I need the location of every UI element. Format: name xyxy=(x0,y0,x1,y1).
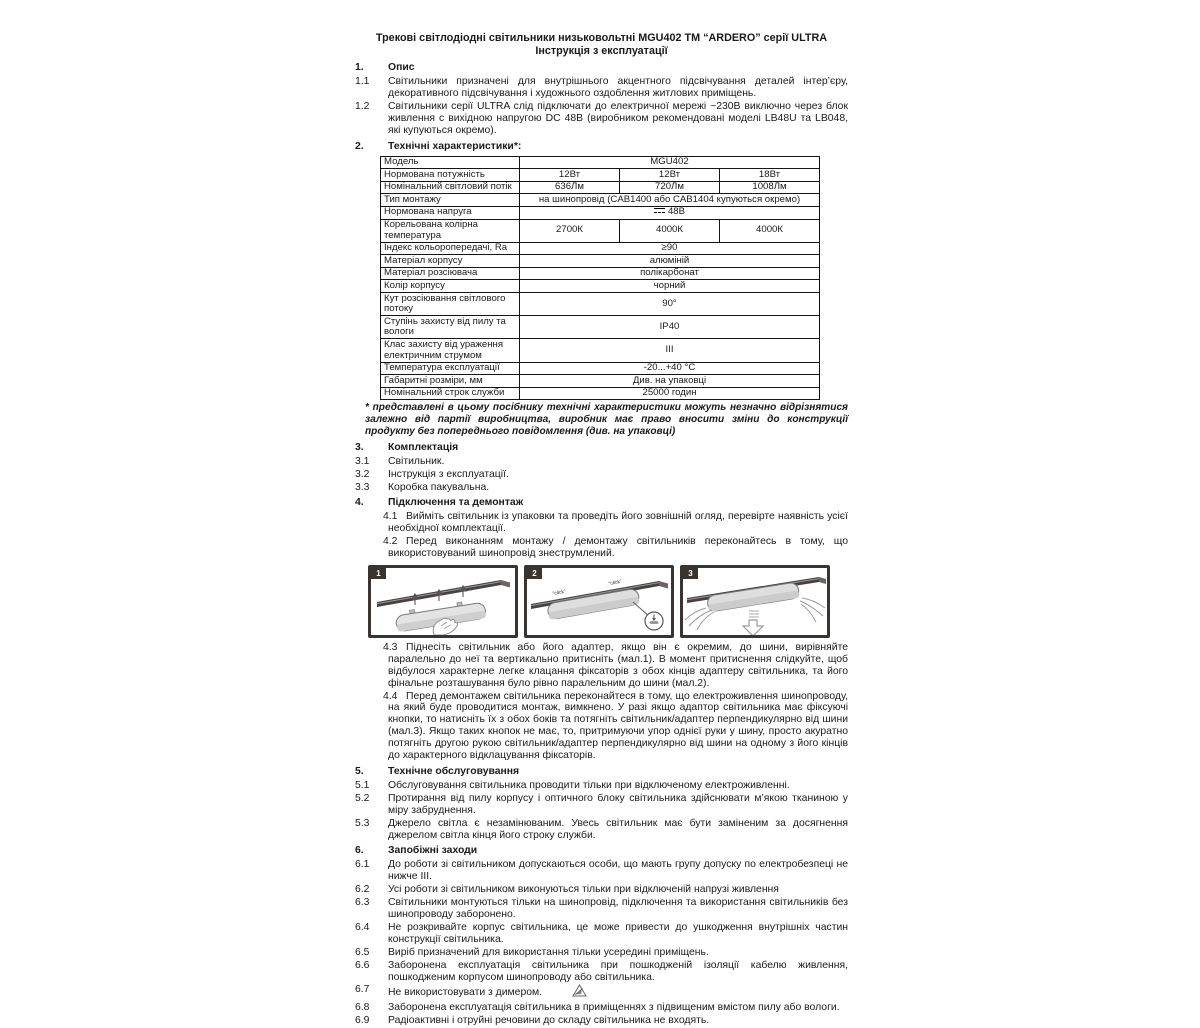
document-content xyxy=(355,32,848,1028)
spec-row-model xyxy=(381,156,820,169)
spec-value: 18Вт xyxy=(720,169,820,182)
item-text: Заборонена експлуатація світильника в приміщеннях з підвищеним вмістом пилу або вологи. xyxy=(388,1002,840,1014)
section-2-number: 2. xyxy=(355,140,364,152)
spec-label: Кут розсіювання світлового потоку xyxy=(381,293,520,316)
spec-row-cct xyxy=(381,219,820,242)
item-3-1 xyxy=(355,456,848,468)
item-number: 6.4 xyxy=(355,921,370,933)
spec-value: ≥90 xyxy=(520,242,820,255)
spec-value: 12Вт xyxy=(520,169,620,182)
spec-label: Модель xyxy=(381,156,520,169)
section-2-header xyxy=(355,141,848,153)
spec-value: III xyxy=(520,339,820,362)
spec-row-protection-class xyxy=(381,339,820,362)
light-fixture-icon xyxy=(706,582,799,612)
spec-value: чорний xyxy=(520,280,820,293)
item-6-4 xyxy=(355,922,848,946)
spec-value: на шинопровід (CAB1400 або CAB1404 купуються окремо) xyxy=(520,194,820,207)
spec-value: 25000 годин xyxy=(520,387,820,400)
spec-label: Корельована колірна температура xyxy=(381,219,520,242)
section-4-number: 4. xyxy=(355,497,364,509)
spec-label: Габаритні розміри, мм xyxy=(381,375,520,388)
section-3-number: 3. xyxy=(355,441,364,453)
section-6-title: Запобіжні заходи xyxy=(388,845,478,857)
item-number: 5.3 xyxy=(355,817,370,829)
item-6-8 xyxy=(355,1002,848,1014)
section-4-header xyxy=(355,497,848,509)
spec-label: Ступінь захисту від пилу та вологи xyxy=(381,316,520,339)
figure-1-drawing xyxy=(371,568,515,635)
item-text: Інструкція з експлуатації. xyxy=(388,468,509,480)
spec-label: Матеріал корпусу xyxy=(381,255,520,268)
item-number: 6.6 xyxy=(355,959,370,971)
item-3-2 xyxy=(355,469,848,481)
track-rail-icon xyxy=(377,580,510,607)
spec-label: Матеріал розсіювача xyxy=(381,267,520,280)
item-number: 3.1 xyxy=(355,455,370,467)
item-text: Протирання від пилу корпусу і оптичного блоку світильника здійснювати м’якою тканиною у міру забруднення. xyxy=(388,792,848,816)
spec-row-body-material xyxy=(381,255,820,268)
item-text: Виріб призначений для використання тільки усередині приміщень. xyxy=(388,946,709,958)
item-text: Перед демонтажем світильника переконайтеся в тому, що електроживлення шинопроводу, на який буде проводитися монтаж, вимкнено. У разі якщо адаптор світильника має фіксуючі кнопки, то натисніть їх з обох боків та потягніть світильник/адаптер перпендикулярно від шини (мал.3). Якщо таких кнопок не має, то, притримуючи упор однієї руки у шину, просто акуратно потягніть другою рукою світильник/адаптер перпендикулярно від шини на одному з його кінців до характерного відклацування фіксаторів. xyxy=(388,690,848,762)
document-title xyxy=(355,32,848,57)
item-number: 5.2 xyxy=(355,792,370,804)
spec-label: Температура експлуатації xyxy=(381,362,520,375)
item-text: Піднесіть світильник або його адаптер, якщо він є окремим, до шини, вирівняйте паралельно до неї та вертикально притисніть (мал.1). В момент притиснення слідкуйте, щоб відбулося характерне легке клацання фіксаторів з обох кінців адаптеру світильника, та його фінальне розташування було рівно паралельним до шини (мал.2). xyxy=(388,641,848,689)
item-1-1 xyxy=(355,76,848,100)
item-3-3 xyxy=(355,482,848,494)
spec-value: 720Лм xyxy=(620,181,720,194)
spec-label: Номінальний строк служби xyxy=(381,387,520,400)
spec-row-mount xyxy=(381,194,820,207)
item-6-7 xyxy=(355,984,848,1001)
spec-label: Номінальний світловий потік xyxy=(381,181,520,194)
right-hand-icon xyxy=(800,598,825,622)
figure-number-badge: 1 xyxy=(371,568,386,579)
item-text: Світильники монтуються тільки на шинопровід, підключення та використання світильників без шинопроводу заборонено. xyxy=(388,897,848,920)
item-number: 6.2 xyxy=(355,884,370,896)
spec-value: -20...+40 °С xyxy=(520,362,820,375)
spec-label: Колір корпусу xyxy=(381,280,520,293)
item-text: Світильник. xyxy=(388,455,445,467)
item-4-2 xyxy=(355,536,848,560)
section-2-title: Технічні характеристики*: xyxy=(388,140,522,152)
item-number: 1.2 xyxy=(355,100,370,112)
item-4-1 xyxy=(355,511,848,535)
spec-value xyxy=(520,206,820,219)
magnifier-leader-line xyxy=(633,602,649,616)
spec-value: 2700К xyxy=(520,219,620,242)
figure-2-clicked xyxy=(524,565,674,638)
voltage-value: 48В xyxy=(667,206,686,218)
item-text: Не використовувати з димером. xyxy=(388,987,543,999)
item-text: Коробка пакувальна. xyxy=(388,481,490,493)
item-text: Перед виконанням монтажу / демонтажу світильників переконайтесь в тому, що використовуваний шинопровід знеструмлений. xyxy=(388,536,848,560)
item-number: 6.5 xyxy=(355,946,370,958)
spec-label: Нормована напруга xyxy=(381,206,520,219)
spec-row-beam-angle xyxy=(381,293,820,316)
spec-row-diffuser xyxy=(381,267,820,280)
spec-value: MGU402 xyxy=(520,156,820,169)
item-6-3 xyxy=(355,897,848,921)
item-6-5 xyxy=(355,947,848,959)
item-6-2 xyxy=(355,884,848,896)
item-number: 6.3 xyxy=(355,897,370,909)
item-number: 6.7 xyxy=(355,984,370,996)
spec-table xyxy=(380,156,820,401)
item-5-3 xyxy=(355,818,848,842)
spec-row-lifetime xyxy=(381,387,820,400)
item-4-3 xyxy=(355,642,848,690)
figure-3-drawing xyxy=(683,568,827,635)
item-6-6 xyxy=(355,960,848,984)
spec-value: Див. на упаковці xyxy=(520,375,820,388)
item-5-2 xyxy=(355,793,848,817)
item-number: 4.4 xyxy=(383,690,398,702)
item-text: Світильники призначені для внутрішнього акцентного підсвічування деталей інтер’єру, декоративного підсвічування і художнього оздоблення житлових приміщень. xyxy=(388,76,848,99)
installation-figures xyxy=(368,565,848,638)
spec-label: Тип монтажу xyxy=(381,194,520,207)
section-5-title: Технічне обслуговування xyxy=(388,766,520,778)
section-5-header xyxy=(355,766,848,778)
spec-label: Індекс кольоропередачі, Ra xyxy=(381,242,520,255)
figure-number-badge: 3 xyxy=(683,568,698,579)
item-text: Заборонена експлуатація світильника при пошкодженій ізоляції кабелю живлення, пошкодженим корпусом шинопроводу або світильника. xyxy=(388,959,848,983)
spec-value: IP40 xyxy=(520,316,820,339)
item-text: Вийміть світильник із упаковки та проведіть його зовнішній огляд, перевірте наявність усієї необхідної комплектації. xyxy=(388,511,848,535)
item-text: Світильники серії ULTRA слід підключати до електричної мережі ~230В виключно через блок живлення с вихідною напругою DC 48В (виробником рекомендовані моделі LB48U та LB048, які купуються окремо). xyxy=(388,100,848,136)
title-line-1: Трекові світлодіодні світильники низьковольтні MGU402 ТМ “ARDERO” серії ULTRA xyxy=(375,32,828,44)
spec-value: алюміній xyxy=(520,255,820,268)
spec-row-flux xyxy=(381,181,820,194)
left-hand-icon xyxy=(685,608,714,630)
figure-3-detach xyxy=(680,565,830,638)
item-number: 6.9 xyxy=(355,1015,370,1027)
spring-icon xyxy=(749,611,759,617)
spec-row-ip xyxy=(381,316,820,339)
spec-value: 4000К xyxy=(620,219,720,242)
item-1-2 xyxy=(355,101,848,137)
spec-value: 636Лм xyxy=(520,181,620,194)
item-number: 4.1 xyxy=(383,511,398,523)
item-number: 5.1 xyxy=(355,779,370,791)
section-1-header xyxy=(355,62,848,74)
section-4-title: Підключення та демонтаж xyxy=(388,497,524,509)
spec-value: 4000К xyxy=(720,219,820,242)
section-6-number: 6. xyxy=(355,845,364,857)
item-number: 3.3 xyxy=(355,481,370,493)
item-text: До роботи зі світильником допускаються особи, що мають групу допуску по електробезпеці не нижче III. xyxy=(388,859,848,883)
item-number: 6.8 xyxy=(355,1002,370,1014)
spec-label: Нормована потужність xyxy=(381,169,520,182)
section-3-title: Комплектація xyxy=(388,441,459,453)
click-label: “click” xyxy=(552,588,567,597)
spec-value: полікарбонат xyxy=(520,267,820,280)
spec-row-voltage xyxy=(381,206,820,219)
item-6-9 xyxy=(355,1015,848,1027)
item-text: Обслуговування світильника проводити тільки при відключеному електроживленні. xyxy=(388,779,790,791)
spec-row-power xyxy=(381,169,820,182)
item-number: 6.1 xyxy=(355,859,370,871)
remove-down-arrow-icon xyxy=(743,620,763,635)
item-5-1 xyxy=(355,780,848,792)
spec-label: Клас захисту від ураження електричним струмом xyxy=(381,339,520,362)
item-6-1 xyxy=(355,859,848,883)
section-6-header xyxy=(355,845,848,857)
section-1-title: Опис xyxy=(388,62,415,74)
item-4-4 xyxy=(355,691,848,762)
item-text: Радіоактивні і отруйні речовини до складу світильника не входять. xyxy=(388,1015,710,1027)
item-text: Не розкривайте корпус світильника, це може привести до ушкодження внутрішніх частин конструкції світильника. xyxy=(388,921,848,945)
spec-value: 12Вт xyxy=(620,169,720,182)
no-dimmer-icon xyxy=(572,984,587,1001)
item-number: 4.2 xyxy=(383,536,398,548)
dc-symbol-icon xyxy=(654,207,665,215)
item-text: Джерело світла є незамінюваним. Увесь світильник має бути заміненим за досягнення джерелом світла кінця його строку служби. xyxy=(388,817,848,841)
spec-value: 90° xyxy=(520,293,820,316)
figure-1-attach xyxy=(368,565,518,638)
section-3-header xyxy=(355,442,848,454)
section-1-number: 1. xyxy=(355,62,364,74)
spec-row-dimensions xyxy=(381,375,820,388)
spec-value: 1008Лм xyxy=(720,181,820,194)
item-number: 3.2 xyxy=(355,468,370,480)
title-line-2: Інструкція з експлуатації xyxy=(535,44,668,57)
spec-row-cri xyxy=(381,242,820,255)
figure-number-badge: 2 xyxy=(527,568,542,579)
section-5-number: 5. xyxy=(355,766,364,778)
magnifier-icon xyxy=(645,612,663,630)
item-text: Усі роботи зі світильником виконуються тільки при відключеній напрузі живлення xyxy=(388,884,779,896)
spec-row-color xyxy=(381,280,820,293)
item-number: 4.3 xyxy=(383,641,398,653)
spec-footnote: * представлені в цьому посібнику технічні характеристики можуть незначно відрізнятися залежно від партії виробництва, виробник має право вносити зміни до конструкції продукту без попереднього повідомлення (див. на упаковці) xyxy=(365,402,848,437)
click-label: “click” xyxy=(608,578,623,587)
item-number: 1.1 xyxy=(355,76,370,88)
figure-2-drawing xyxy=(527,568,671,635)
spec-row-temperature xyxy=(381,362,820,375)
